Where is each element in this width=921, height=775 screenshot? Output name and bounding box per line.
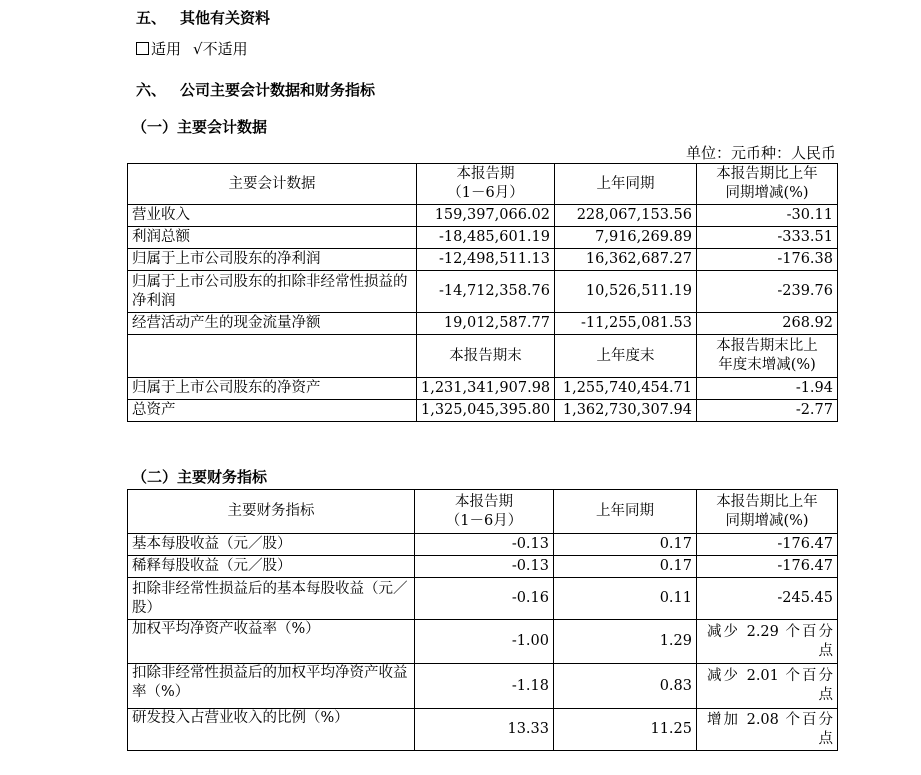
current-period-value: -0.16 xyxy=(415,578,554,620)
column-header: 主要会计数据 xyxy=(128,164,417,205)
prior-period-value: 7,916,269.89 xyxy=(555,227,697,249)
table-row xyxy=(128,313,838,335)
change-percent: -176.47 xyxy=(697,556,838,578)
prior-period-value: 228,067,153.56 xyxy=(555,205,697,227)
sub1-title: （一）主要会计数据 xyxy=(132,118,268,136)
current-period-value: -0.13 xyxy=(415,534,554,556)
row-label: 营业收入 xyxy=(128,205,417,227)
prior-period-value: 11.25 xyxy=(554,709,697,751)
section5-heading xyxy=(136,7,270,28)
prior-period-value: 10,526,511.19 xyxy=(555,271,697,313)
option-not-applicable: 不适用 xyxy=(202,40,248,58)
column-header: 本报告期末 xyxy=(417,335,555,378)
change-percent: -239.76 xyxy=(697,271,838,313)
row-label: 扣除非经常性损益后的加权平均净资产收益率（%） xyxy=(128,664,415,709)
change-percent: -1.94 xyxy=(697,378,838,400)
current-period-value: -0.13 xyxy=(415,556,554,578)
table-row xyxy=(128,664,838,709)
row-label: 利润总额 xyxy=(128,227,417,249)
current-period-value: -18,485,601.19 xyxy=(417,227,555,249)
prior-period-value: -11,255,081.53 xyxy=(555,313,697,335)
prior-period-value: 0.11 xyxy=(554,578,697,620)
table-row xyxy=(128,534,838,556)
column-header: 本报告期 （1－6月） xyxy=(417,164,555,205)
financial-indicators-table xyxy=(127,489,838,751)
change-percent: 减少 2.01 个百分点 xyxy=(697,664,838,709)
column-header: 上年度末 xyxy=(555,335,697,378)
prior-period-value: 1.29 xyxy=(554,620,697,664)
table-row xyxy=(128,378,838,400)
checkbox-icon xyxy=(136,42,149,55)
current-period-value: 1,231,341,907.98 xyxy=(417,378,555,400)
row-label: 归属于上市公司股东的净资产 xyxy=(128,378,417,400)
table-row xyxy=(128,709,838,751)
table-row xyxy=(128,227,838,249)
prior-period-value: 0.17 xyxy=(554,556,697,578)
current-period-value: -1.00 xyxy=(415,620,554,664)
change-percent: -2.77 xyxy=(697,400,838,422)
table-row xyxy=(128,578,838,620)
table-row xyxy=(128,249,838,271)
option-applicable: 适用 xyxy=(151,40,182,58)
section5-number: 五、 xyxy=(136,9,167,27)
column-header: 上年同期 xyxy=(555,164,697,205)
row-label: 研发投入占营业收入的比例（%） xyxy=(128,709,415,751)
change-percent: -333.51 xyxy=(697,227,838,249)
row-label: 总资产 xyxy=(128,400,417,422)
unit-note: 单位：元币种：人民币 xyxy=(685,144,836,162)
row-label: 稀释每股收益（元／股） xyxy=(128,556,415,578)
prior-period-value: 1,255,740,454.71 xyxy=(555,378,697,400)
row-label: 加权平均净资产收益率（%） xyxy=(128,620,415,664)
section6-number: 六、 xyxy=(136,81,167,99)
change-percent: -176.47 xyxy=(697,534,838,556)
prior-period-value: 16,362,687.27 xyxy=(555,249,697,271)
table-row xyxy=(128,556,838,578)
check-mark-icon: √ xyxy=(193,40,203,58)
change-percent: 增加 2.08 个百分点 xyxy=(697,709,838,751)
table-header-row xyxy=(128,164,838,205)
prior-period-value: 0.17 xyxy=(554,534,697,556)
column-header: 本报告期比上年 同期增减(%) xyxy=(697,490,838,534)
column-header: 上年同期 xyxy=(554,490,697,534)
prior-period-value: 0.83 xyxy=(554,664,697,709)
row-label: 扣除非经常性损益后的基本每股收益（元／股） xyxy=(128,578,415,620)
current-period-value: 1,325,045,395.80 xyxy=(417,400,555,422)
current-period-value: 159,397,066.02 xyxy=(417,205,555,227)
current-period-value: 13.33 xyxy=(415,709,554,751)
row-label: 归属于上市公司股东的扣除非经常性损益的净利润 xyxy=(128,271,417,313)
prior-period-value: 1,362,730,307.94 xyxy=(555,400,697,422)
accounting-data-table xyxy=(127,163,838,422)
change-percent: 减少 2.29 个百分点 xyxy=(697,620,838,664)
applicability-options xyxy=(136,38,248,59)
sub2-title: （二）主要财务指标 xyxy=(132,468,268,486)
change-percent: -245.45 xyxy=(697,578,838,620)
column-header: 本报告期比上年 同期增减(%) xyxy=(697,164,838,205)
change-percent: -176.38 xyxy=(697,249,838,271)
row-label: 归属于上市公司股东的净利润 xyxy=(128,249,417,271)
row-label: 基本每股收益（元／股） xyxy=(128,534,415,556)
current-period-value: -12,498,511.13 xyxy=(417,249,555,271)
column-header: 主要财务指标 xyxy=(128,490,415,534)
section5-title: 其他有关资料 xyxy=(180,9,271,27)
current-period-value: 19,012,587.77 xyxy=(417,313,555,335)
table-row xyxy=(128,271,838,313)
section6-heading xyxy=(136,79,375,100)
row-label: 经营活动产生的现金流量净额 xyxy=(128,313,417,335)
table-row xyxy=(128,205,838,227)
section6-title: 公司主要会计数据和财务指标 xyxy=(180,81,376,99)
column-header: 本报告期末比上 年度末增减(%) xyxy=(697,335,838,378)
current-period-value: -1.18 xyxy=(415,664,554,709)
current-period-value: -14,712,358.76 xyxy=(417,271,555,313)
table-row xyxy=(128,620,838,664)
change-percent: -30.11 xyxy=(697,205,838,227)
column-header: 本报告期 （1－6月） xyxy=(415,490,554,534)
table-header-row xyxy=(128,335,838,378)
table-header-row xyxy=(128,490,838,534)
column-header xyxy=(128,335,417,378)
change-percent: 268.92 xyxy=(697,313,838,335)
table-row xyxy=(128,400,838,422)
